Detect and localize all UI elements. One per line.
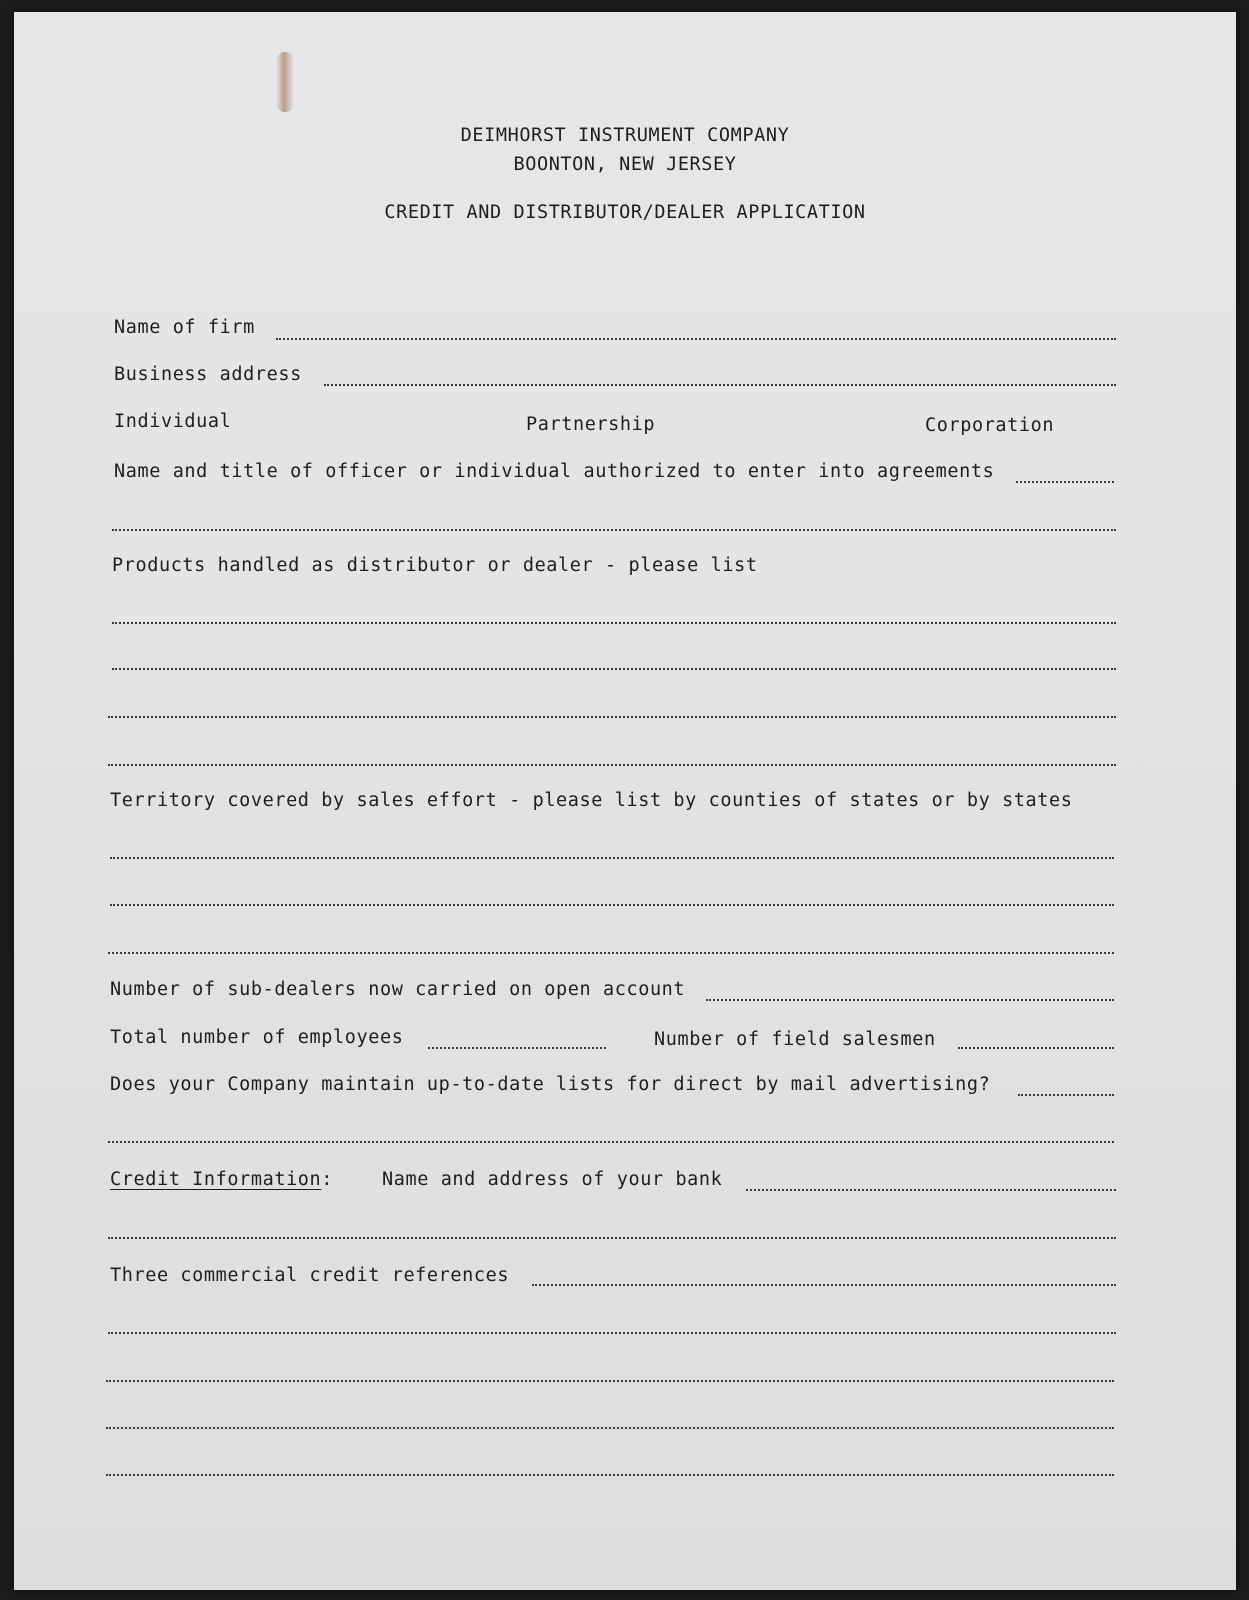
mailing-lists-field-line-2[interactable] [108, 1141, 1114, 1143]
corporation-option[interactable]: Corporation [925, 415, 1055, 436]
credit-information-heading [110, 1169, 333, 1190]
total-employees-label: Total number of employees [110, 1027, 404, 1048]
credit-references-line-4[interactable] [106, 1427, 1114, 1429]
company-name: DEIMHORST INSTRUMENT COMPANY [460, 125, 790, 146]
individual-option[interactable]: Individual [114, 411, 232, 432]
credit-references-line-3[interactable] [106, 1380, 1114, 1382]
authorized-officer-field[interactable] [1016, 481, 1114, 483]
mailing-lists-label: Does your Company maintain up-to-date lists for direct by mail advertising? [110, 1074, 991, 1095]
bank-field-line-2[interactable] [108, 1237, 1116, 1239]
bank-field[interactable] [746, 1189, 1116, 1191]
name-of-firm-label: Name of firm [114, 317, 255, 338]
authorized-officer-field-line-2[interactable] [112, 529, 1116, 531]
company-location: BOONTON, NEW JERSEY [513, 154, 737, 175]
form-page [14, 12, 1236, 1590]
territory-line-1[interactable] [110, 857, 1114, 859]
bank-label: Name and address of your bank [382, 1169, 723, 1190]
territory-line-3[interactable] [108, 952, 1114, 954]
credit-references-field[interactable] [532, 1284, 1116, 1286]
sub-dealers-field[interactable] [706, 999, 1114, 1001]
authorized-officer-label: Name and title of officer or individual authorized to enter into agreements [114, 461, 995, 482]
products-line-2[interactable] [112, 668, 1116, 670]
credit-references-line-2[interactable] [108, 1332, 1116, 1334]
credit-information-colon: : [321, 1169, 334, 1190]
business-address-label: Business address [114, 364, 302, 385]
credit-references-label: Three commercial credit references [110, 1265, 510, 1286]
total-employees-field[interactable] [428, 1047, 606, 1049]
territory-line-2[interactable] [110, 904, 1114, 906]
territory-label: Territory covered by sales effort - please list by counties of states or by states [110, 790, 1073, 811]
products-line-1[interactable] [112, 622, 1116, 624]
products-line-4[interactable] [108, 764, 1116, 766]
sub-dealers-label: Number of sub-dealers now carried on open account [110, 979, 686, 1000]
field-salesmen-label: Number of field salesmen [654, 1029, 936, 1050]
form-title: CREDIT AND DISTRIBUTOR/DEALER APPLICATION [384, 202, 866, 223]
credit-information-heading-text: Credit Information [110, 1169, 322, 1190]
partnership-option[interactable]: Partnership [526, 414, 656, 435]
business-address-field[interactable] [324, 384, 1116, 386]
field-salesmen-field[interactable] [958, 1047, 1114, 1049]
mailing-lists-field[interactable] [1018, 1094, 1114, 1096]
staple-mark [276, 52, 294, 112]
credit-references-line-5[interactable] [106, 1474, 1114, 1476]
products-label: Products handled as distributor or dealer - please list [112, 555, 758, 576]
name-of-firm-field[interactable] [276, 338, 1116, 340]
products-line-3[interactable] [108, 716, 1116, 718]
